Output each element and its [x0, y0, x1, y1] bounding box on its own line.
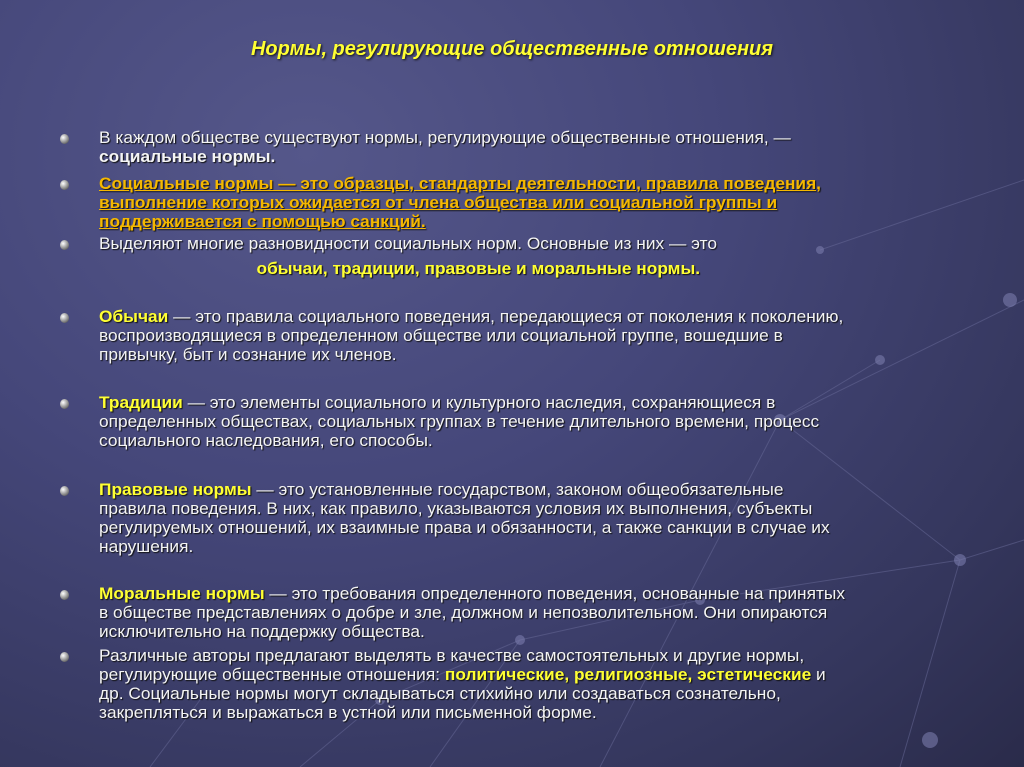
slide-title: Нормы, регулирующие общественные отношения: [250, 38, 774, 60]
bullet-icon: [60, 134, 69, 144]
bullet-icon: [60, 313, 69, 323]
item-text: Различные авторы предлагают выделять в качестве самостоятельных и другие нормы, регулирующие общественные отношения:: [99, 647, 805, 684]
item-bold-text: социальные нормы.: [99, 148, 276, 166]
bullet-item-traditions: [60, 394, 990, 451]
bullet-icon: [60, 399, 69, 409]
bullet-icon: [60, 652, 69, 662]
bullet-icon: [60, 240, 69, 250]
item-text: Выделяют многие разновидности социальных норм. Основные из них — это: [99, 235, 717, 253]
item-text: и др. Социальные нормы могут складываться стихийно или создаваться сознательно, закрепляться и выражаться в устной или письменной форме.: [99, 666, 826, 722]
item-text: В каждом обществе существуют нормы, регулирующие общественные отношения, —: [99, 129, 791, 147]
item-text: — это требования определенного поведения, основанные на принятых в обществе представлениях о добре и зле, должном и непозволительном. Они опираются исключительно на поддержку общества.: [99, 585, 846, 641]
term: Обычаи: [99, 308, 169, 326]
norm-types-highlight: обычаи, традиции, правовые и моральные нормы.: [256, 260, 701, 278]
bullet-item-customs: [60, 308, 990, 365]
item-text: — это правила социального поведения, передающиеся от поколения к поколению, воспроизводящиеся в определенном обществе или социальной группе, вошедшие в привычку, быт и сознание их членов.: [99, 308, 844, 364]
term: политические, религиозные, эстетические: [444, 666, 812, 684]
bullet-icon: [60, 590, 69, 600]
item-text: — это установленные государством, законом общеобязательные правила поведения. В них, как правило, указываются условия их выполнения, субъекты регулируемых отношений, их взаимные права и обязанности, а также санкции в случае их нарушения.: [99, 481, 830, 556]
bullet-item-legal-norms: [60, 481, 990, 556]
bullet-icon: [60, 180, 69, 190]
term: Моральные нормы: [99, 585, 265, 603]
bullet-item-2: [60, 175, 990, 232]
bullet-icon: [60, 486, 69, 496]
bullet-item-3: [60, 235, 990, 292]
bullet-item-moral-norms: [60, 585, 990, 642]
item-text: — это элементы социального и культурного наследия, сохраняющиеся в определенных обществах, социальных группах в течение длительного времени, процесс социального наследования, его способы.: [99, 394, 820, 450]
definition-text: Социальные нормы — это образцы, стандарты деятельности, правила поведения, выполнение которых ожидается от члена общества или социальной группы и поддерживается с помощью санкций.: [99, 175, 822, 231]
bullet-item-other-norms: [60, 647, 990, 722]
term: Правовые нормы: [99, 481, 252, 499]
term: Традиции: [99, 394, 183, 412]
